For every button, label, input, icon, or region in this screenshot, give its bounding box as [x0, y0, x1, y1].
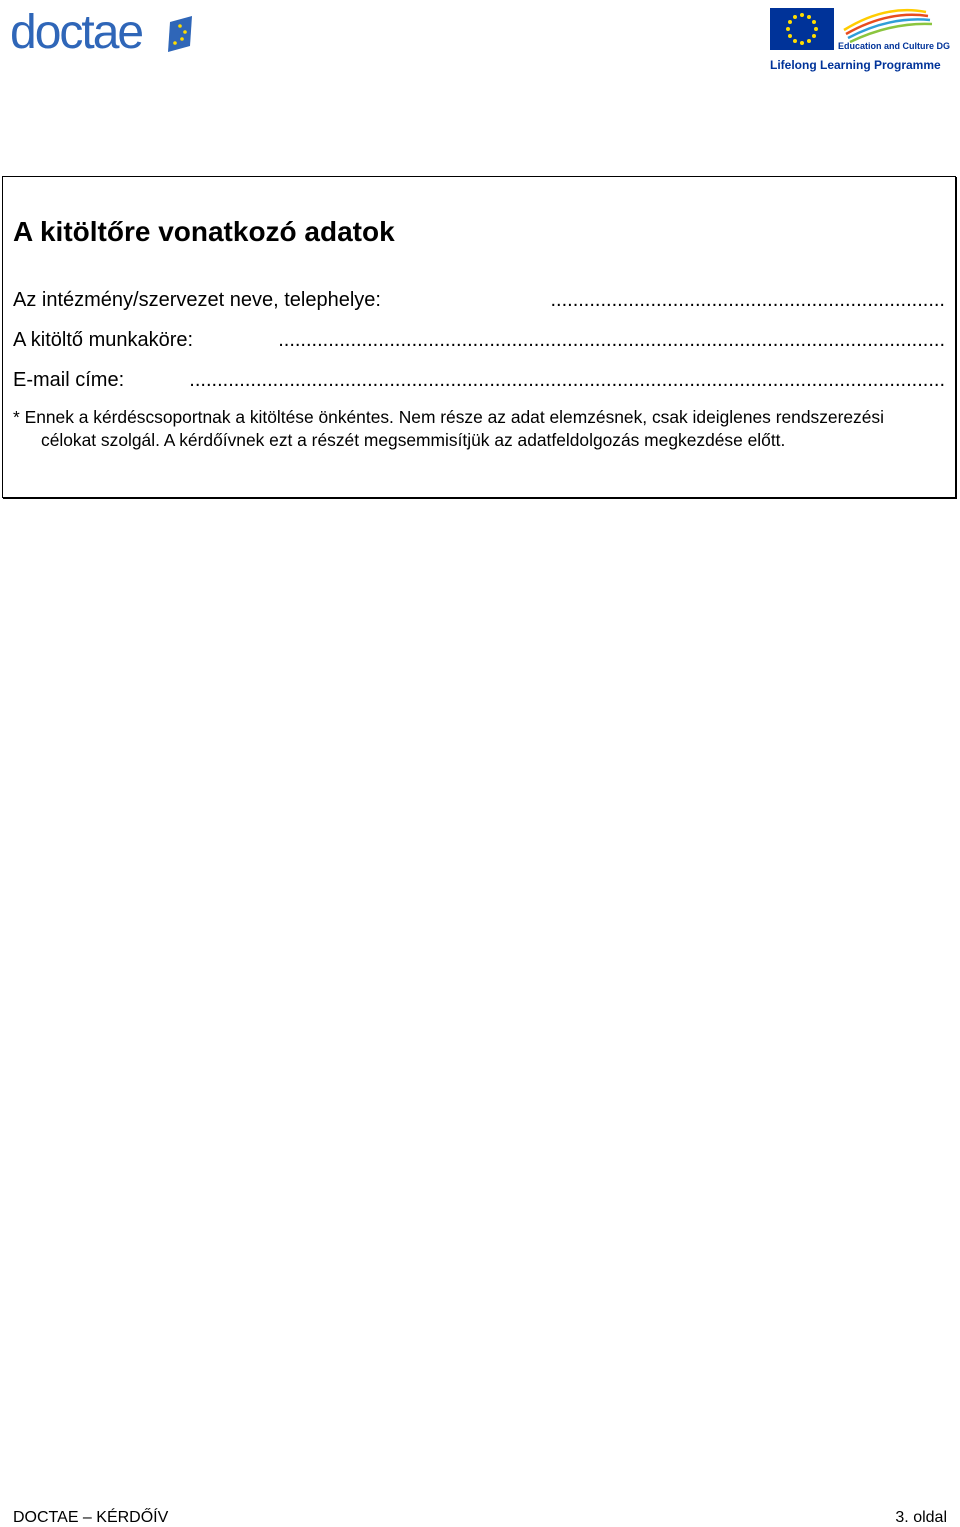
email-field-label: E-mail címe:: [13, 369, 125, 391]
email-field-blank[interactable]: ........................................................................................................................................: [189, 369, 945, 391]
institution-field-label: Az intézmény/szervezet neve, telephelye:: [13, 289, 381, 311]
email-field[interactable]: [13, 367, 945, 393]
footer-document-title: DOCTAE – KÉRDŐÍV: [13, 1509, 169, 1526]
section-title: A kitöltőre vonatkozó adatok: [13, 216, 395, 247]
education-culture-swoosh-icon: [844, 10, 932, 42]
institution-field[interactable]: [13, 287, 945, 313]
doctae-logo-text: doctae: [10, 8, 143, 58]
respondent-data-box: [2, 176, 956, 498]
lifelong-learning-text: Lifelong Learning Programme: [770, 58, 941, 72]
job-title-field[interactable]: [13, 327, 945, 353]
eu-flag-logo: [768, 6, 953, 76]
job-title-field-blank[interactable]: ........................................................................................................................: [278, 329, 945, 351]
job-title-field-label: A kitöltő munkaköre:: [13, 329, 194, 351]
education-culture-text: Education and Culture DG: [837, 41, 950, 51]
doctae-flag-shape: [168, 16, 192, 52]
voluntary-note: * Ennek a kérdéscsoportnak a kitöltése önkéntes. Nem része az adat elemzésnek, csak ideiglenes rendszerezési célokat szolgál. A kérdőívnek ezt a részét megsemmisítjük az adatfeldolgozás megkezdése előtt.: [13, 407, 884, 450]
doctae-logo: [10, 8, 195, 58]
footer-page-number: 3. oldal: [895, 1509, 947, 1526]
institution-field-blank[interactable]: .......................................................................: [550, 289, 945, 311]
